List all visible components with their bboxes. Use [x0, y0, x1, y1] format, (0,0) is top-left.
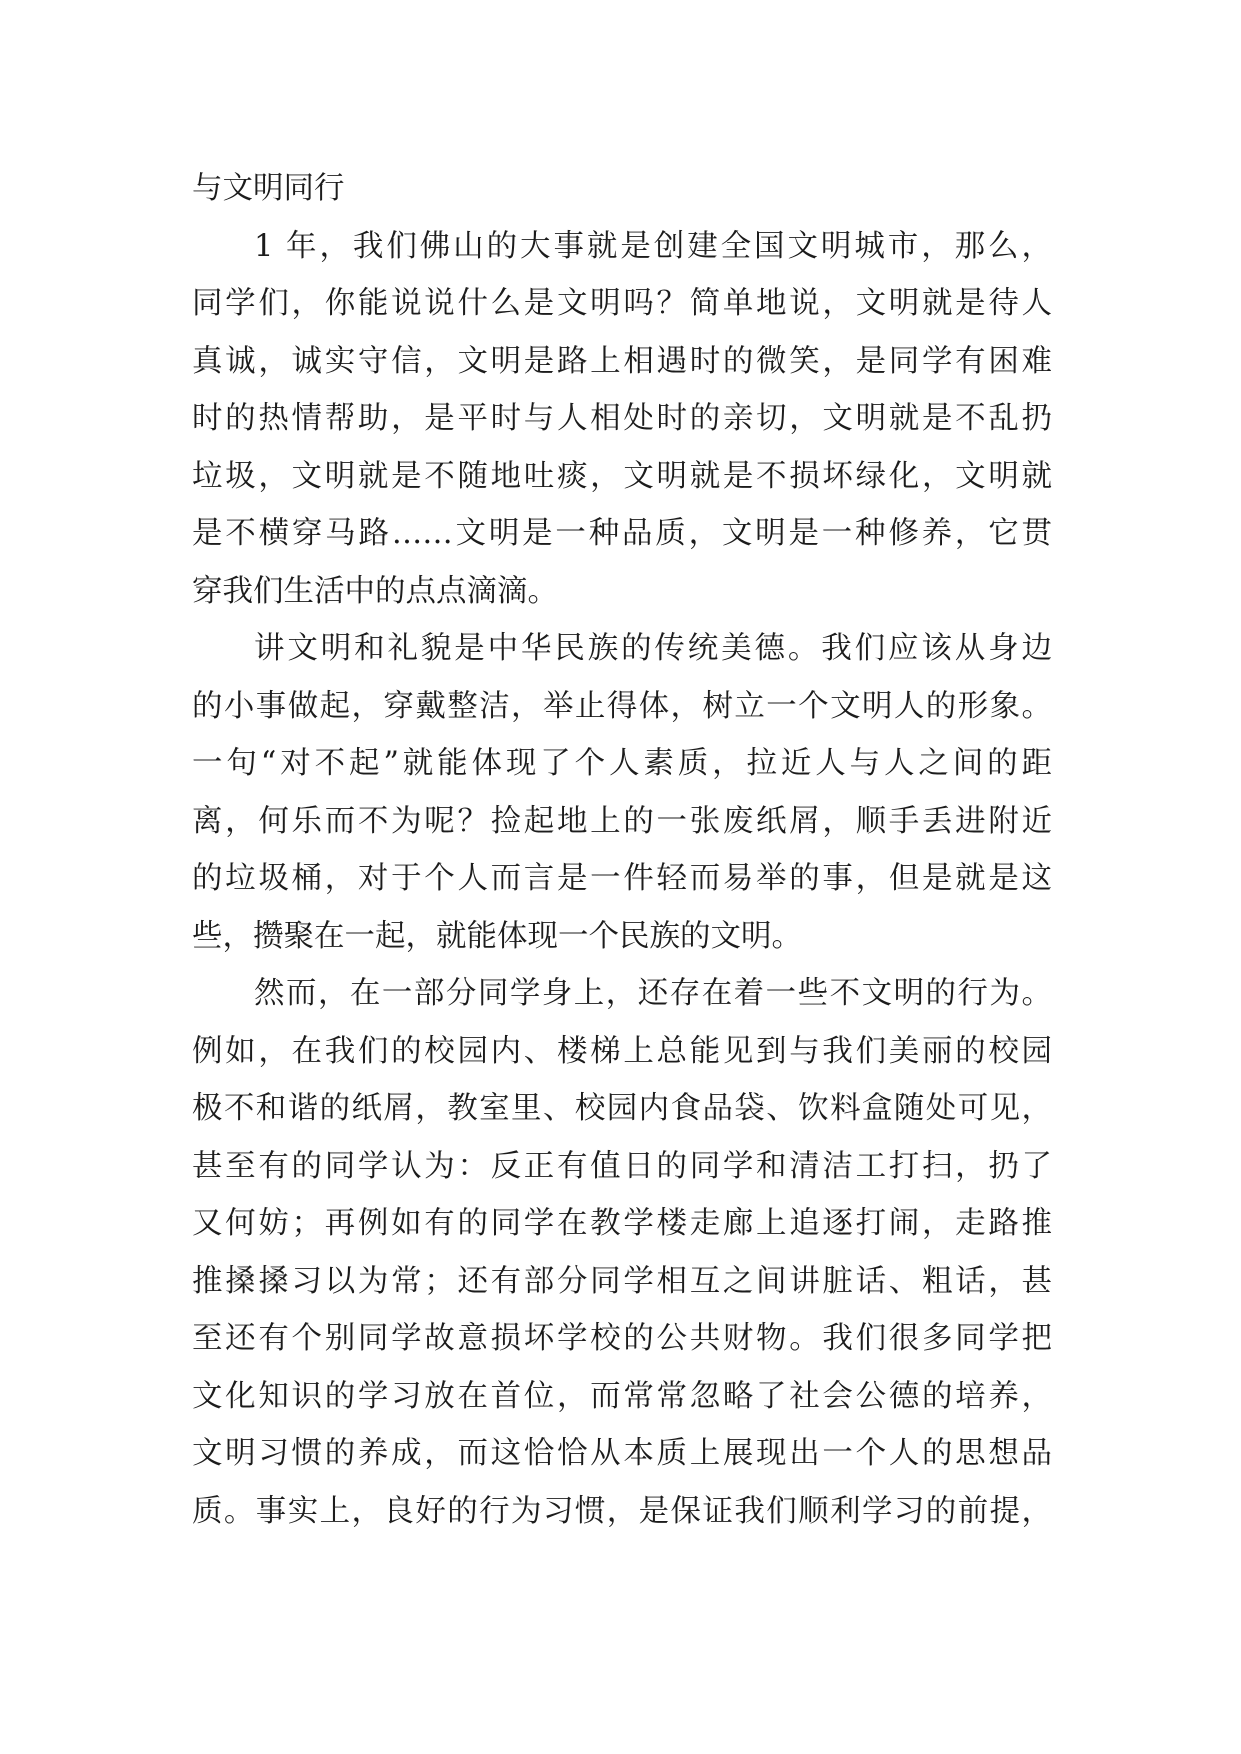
text-line: 然而，在一部分同学身上，还存在着一些不文明的行为。 [254, 976, 1052, 1011]
paragraph [192, 218, 1052, 621]
document-title: 与文明同行 [192, 171, 345, 206]
text-line: 的垃圾桶，对于个人而言是一件轻而易举的事，但是就是这 [192, 861, 1052, 896]
text-line: 文明习惯的养成，而这恰恰从本质上展现出一个人的思想品 [192, 1436, 1052, 1471]
text-line: 极不和谐的纸屑，教室里、校园内食品袋、饮料盒随处可见， [192, 1091, 1052, 1126]
text-line: 是不横穿马路……文明是一种品质，文明是一种修养，它贯 [192, 516, 1052, 551]
text-line: 1 年，我们佛山的大事就是创建全国文明城市，那么， [254, 228, 1052, 264]
document-body [192, 160, 1052, 1540]
text-line: 推搡搡习以为常；还有部分同学相互之间讲脏话、粗话，甚 [192, 1263, 1052, 1299]
text-line: 文化知识的学习放在首位，而常常忽略了社会公德的培养， [192, 1378, 1052, 1414]
text-line: 时的热情帮助，是平时与人相处时的亲切，文明就是不乱扔 [192, 401, 1052, 436]
text-line: 离，何乐而不为呢？捡起地上的一张废纸屑，顺手丢进附近 [192, 803, 1052, 839]
text-line: 质。事实上，良好的行为习惯，是保证我们顺利学习的前提， [192, 1493, 1052, 1529]
paragraph [192, 620, 1052, 965]
text-line: 又何妨；再例如有的同学在教学楼走廊上追逐打闹，走路推 [192, 1206, 1052, 1241]
text-line: 例如，在我们的校园内、楼梯上总能见到与我们美丽的校园 [192, 1033, 1052, 1069]
text-line: 甚至有的同学认为：反正有值日的同学和清洁工打扫，扔了 [192, 1148, 1052, 1184]
text-line: 同学们，你能说说什么是文明吗？简单地说，文明就是待人 [192, 286, 1052, 321]
text-line: 的小事做起，穿戴整洁，举止得体，树立一个文明人的形象。 [192, 688, 1052, 724]
text-line: 至还有个别同学故意损坏学校的公共财物。我们很多同学把 [192, 1321, 1052, 1356]
text-line: 一句“对不起”就能体现了个人素质，拉近人与人之间的距 [192, 746, 1052, 781]
text-line: 垃圾，文明就是不随地吐痰，文明就是不损坏绿化，文明就 [192, 458, 1052, 494]
text-line: 真诚，诚实守信，文明是路上相遇时的微笑，是同学有困难 [192, 343, 1052, 379]
paragraph [192, 965, 1052, 1540]
text-line: 讲文明和礼貌是中华民族的传统美德。我们应该从身边 [254, 631, 1052, 666]
text-line: 穿我们生活中的点点滴滴。 [192, 573, 558, 609]
text-line: 些，攒聚在一起，就能体现一个民族的文明。 [192, 918, 802, 954]
